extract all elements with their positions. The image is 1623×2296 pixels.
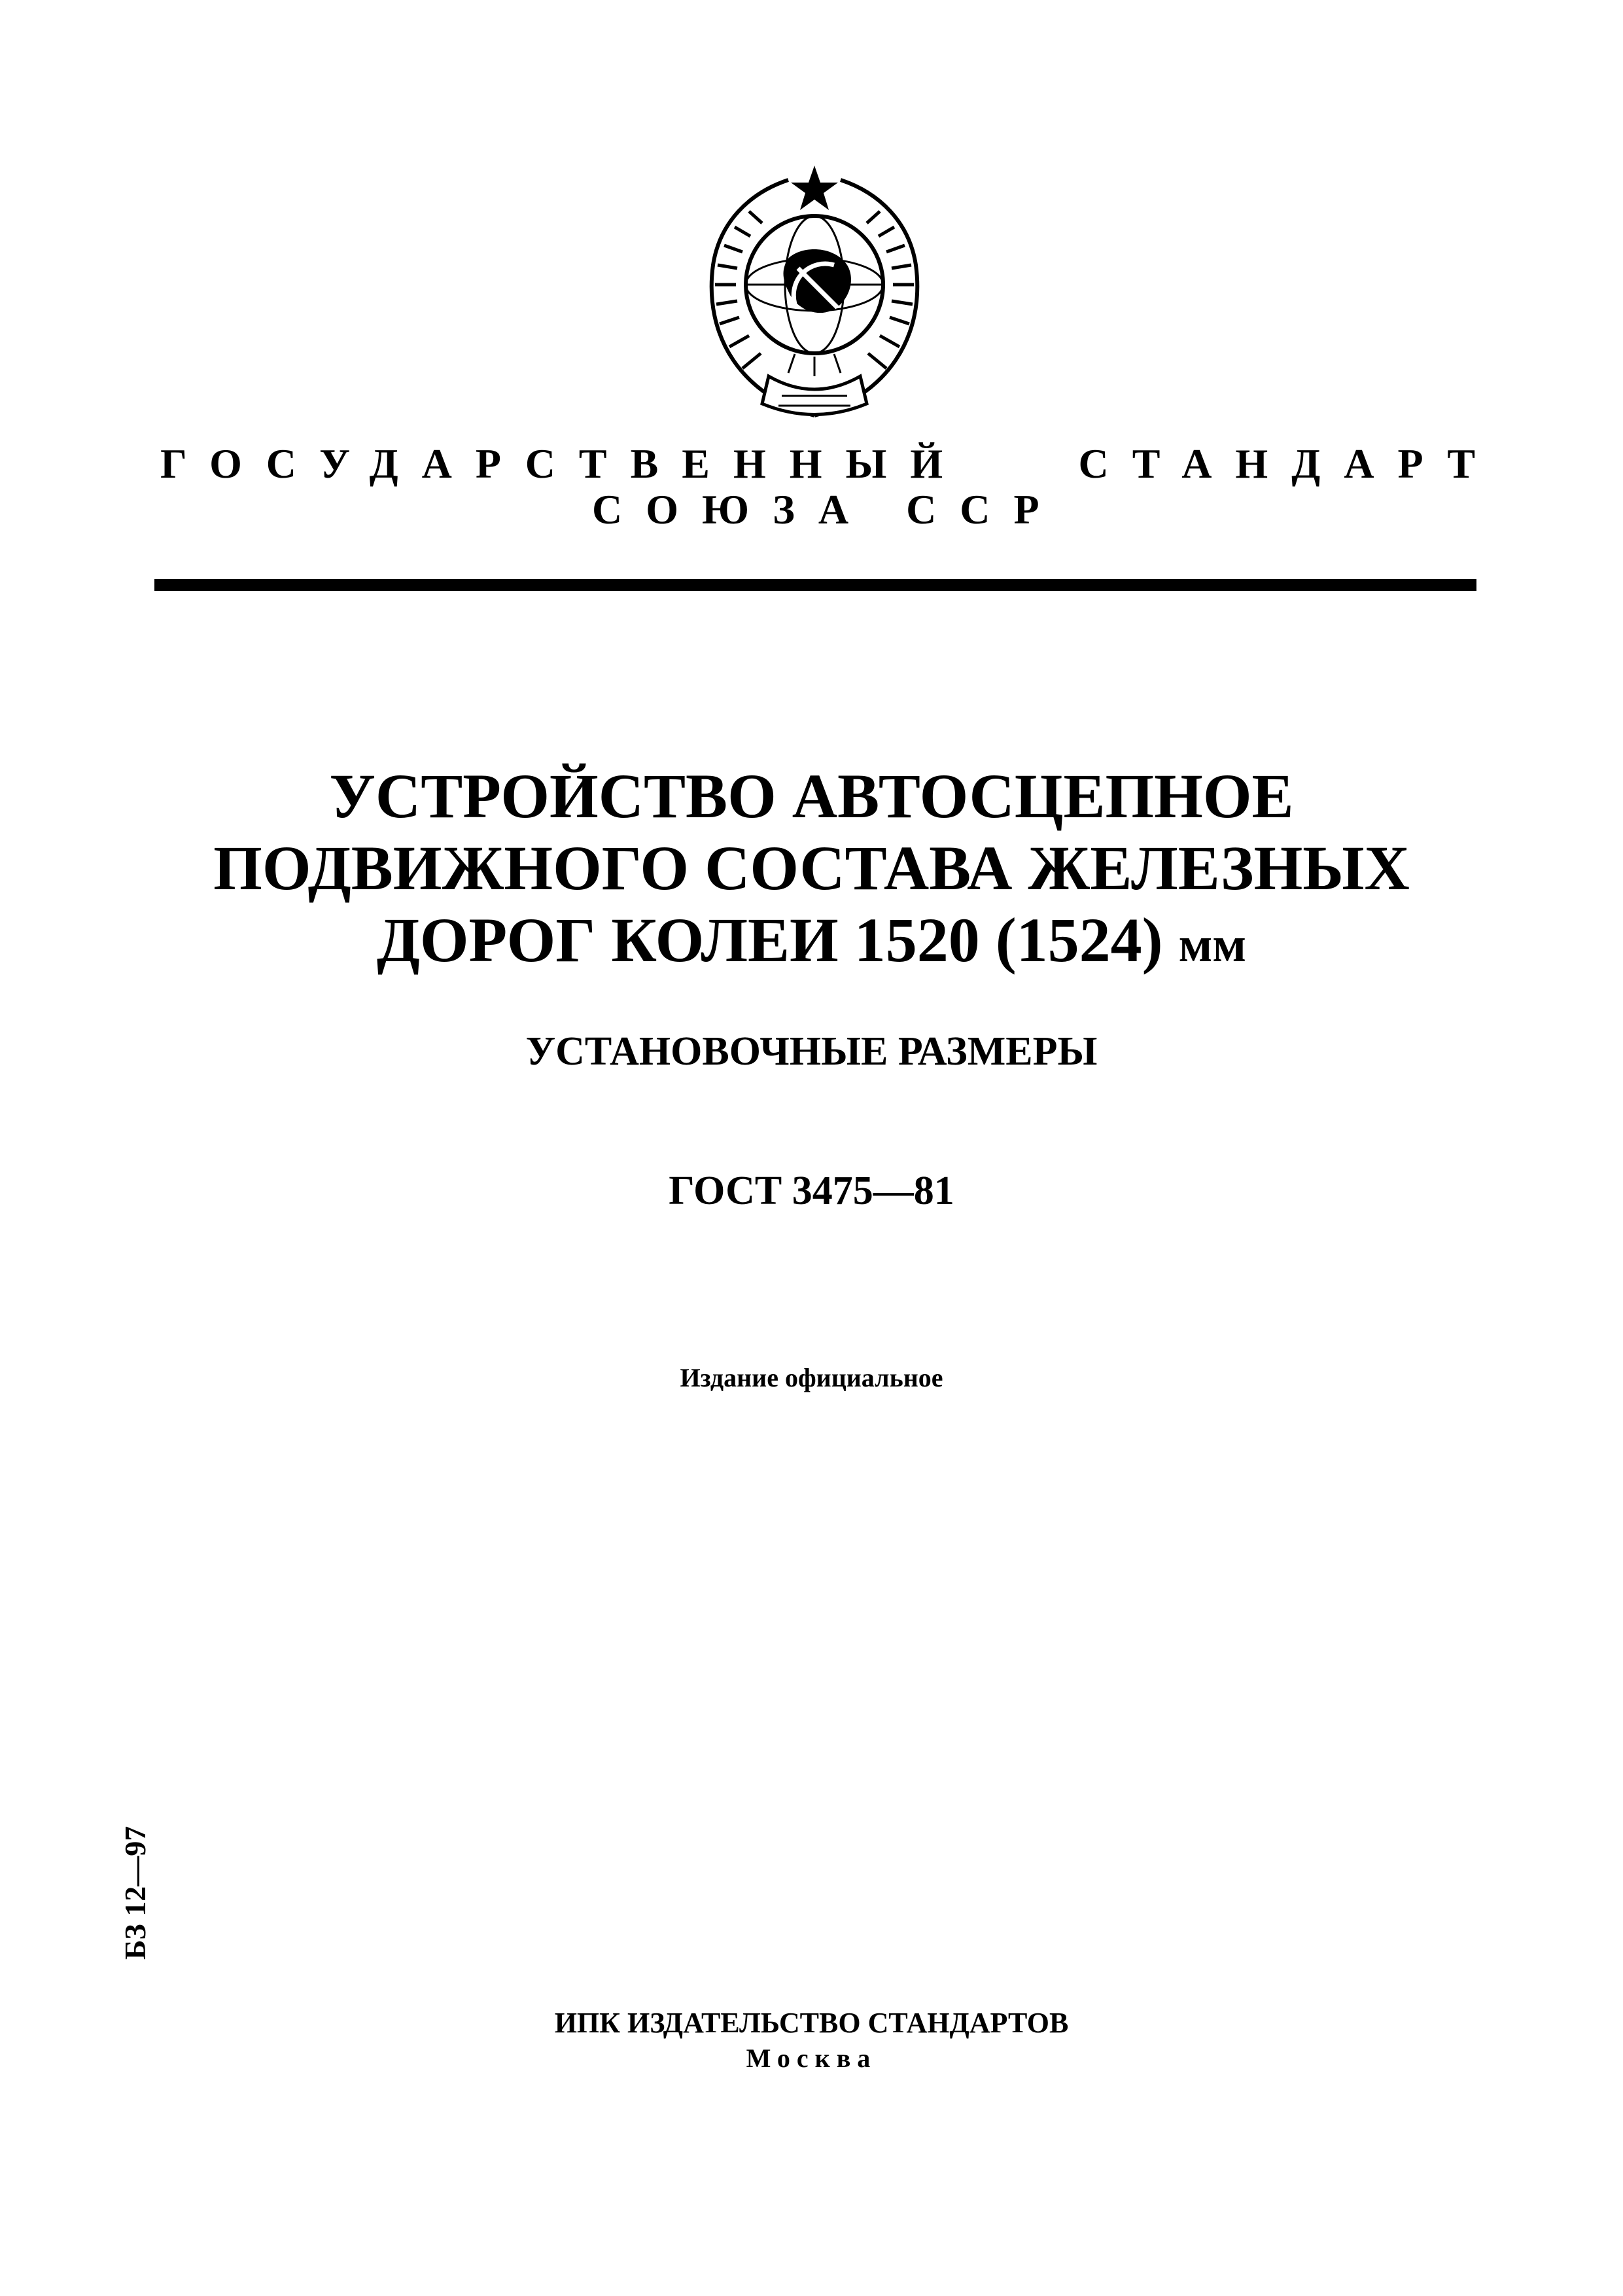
title-line-2: ПОДВИЖНОГО СОСТАВА ЖЕЛЕЗНЫХ [213,833,1410,903]
publisher: ИПК ИЗДАТЕЛЬСТВО СТАНДАРТОВ [554,2007,1069,2039]
subtitle: УСТАНОВОЧНЫЕ РАЗМЕРЫ [525,1029,1098,1074]
header-word-1: ГОСУДАРСТВЕННЫЙ [160,440,967,487]
title-line-1: УСТРОЙСТВО АВТОСЦЕПНОЕ [329,761,1294,831]
title-line-3-main: ДОРОГ КОЛЕИ 1520 (1524) [376,905,1179,975]
header-line-2-text: СОЮЗА ССР [592,486,1063,533]
header-divider [154,579,1476,591]
state-emblem-icon [690,160,939,435]
city: Москва [746,2043,877,2073]
title-line-3 [0,906,1623,979]
edition-note: Издание официальное [680,1363,943,1392]
title-line-3-unit: мм [1178,917,1247,972]
header-word-2: СТАНДАРТ [1078,440,1499,487]
header-line-2 [592,486,1063,534]
header-line-1 [160,440,1499,488]
gost-number: ГОСТ 3475—81 [669,1169,954,1213]
side-code: БЗ 12—97 [118,1826,152,1960]
